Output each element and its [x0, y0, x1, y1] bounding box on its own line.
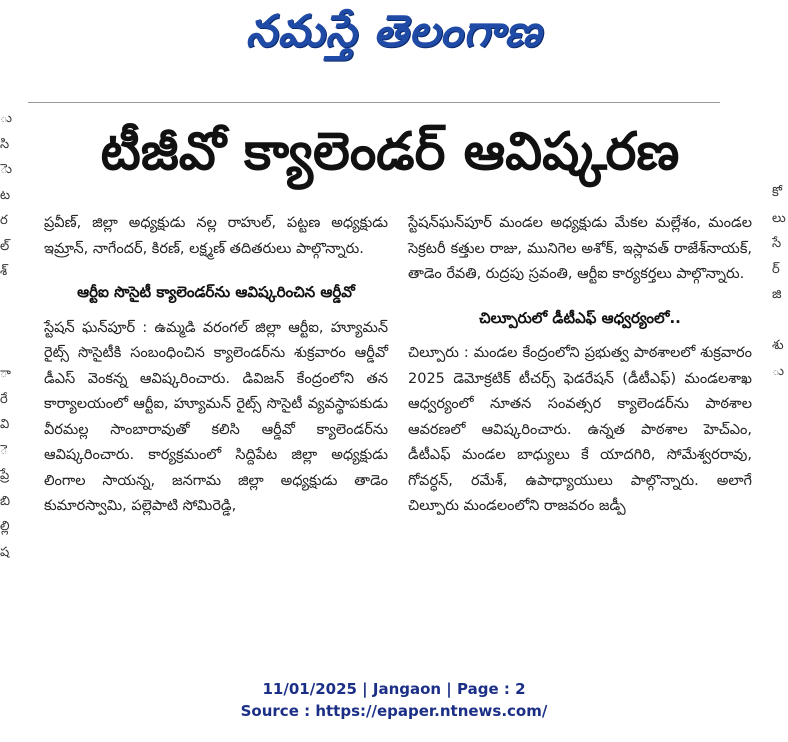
- column-fragment: [0, 310, 14, 336]
- column-fragment: [772, 410, 788, 436]
- column-fragment: ర: [0, 213, 8, 228]
- column-fragment: [0, 285, 14, 311]
- column-fragment: [772, 435, 788, 461]
- column-fragment: కో: [772, 185, 783, 200]
- column-fragment: ె: [0, 442, 8, 458]
- column-fragment: శు: [772, 338, 784, 353]
- column-fragment: [772, 384, 788, 410]
- column-fragment: సే: [772, 236, 782, 251]
- column-fragment: ల్లి: [0, 519, 10, 534]
- column-fragment: వి: [0, 417, 10, 432]
- article-headline: టీజీవో క్యాలెండర్ ఆవిష్కరణ: [100, 122, 680, 182]
- left-column: [44, 211, 388, 520]
- headline-divider: [28, 102, 720, 103]
- column-fragment: [772, 512, 788, 538]
- left-subheading: ఆర్టీఐ సొసైటీ క్యాలెండర్‌ను ఆవిష్కరించిన ఆర్డీవో: [77, 283, 355, 301]
- column-fragment: సి: [0, 136, 10, 152]
- column-fragment: ష: [0, 544, 10, 560]
- right-paragraph-1: స్టేషన్‌ఘన్‌పూర్ మండల అధ్యక్షుడు మేకల మల్లేశం, మండల సెక్రటరీ కత్తుల రాజు, మునిగెల అశోక్, ఇస్లావత్ రాజేశ్‌నాయక్, తాడెం రేవతి, రుద్రపు స్రవంతి, ఆర్టీఐ కార్యకర్తలు పాల్గొన్నారు.: [408, 215, 752, 282]
- newspaper-logo: నమస్తే తెలంగాణ: [245, 6, 543, 57]
- footer-source-link[interactable]: Source : https://epaper.ntnews.com/: [240, 702, 548, 720]
- column-fragment: ట: [0, 187, 11, 203]
- left-paragraph-1: ప్రవీణ్, జిల్లా అధ్యక్షుడు నల్ల రాహుల్, పట్టణ అధ్యక్షుడు ఇమ్రాన్, నాగేందర్, కిరణ్, లక్ష్మణ్ తదితరులు పాల్గొన్నారు.: [44, 215, 388, 257]
- column-fragment: రే: [0, 391, 8, 407]
- column-fragment: [772, 308, 788, 334]
- left-paragraph-2: స్టేషన్ ఘన్‌పూర్ : ఉమ్మడి వరంగల్ జిల్లా ఆర్టీఐ, హ్యూమన్ రైట్స్ సొసైటీకి సంబంధించిన క్యాలెండర్‌ను శుక్రవారం ఆర్డీవో డీఎస్ వెంకన్న ఆవిష్కరించారు. డివిజన్ కేంద్రంలోని తన కార్యాలయంలో ఆర్టీఐ, హ్యూమన్ రైట్స్ సొసైటీ వ్యవస్థాపకుడు వీరమల్ల సాంబారావుతో కలిసి ఆర్డీవో క్యాలెండర్‌ను ఆవిష్కరించారు. కార్యక్రమంలో సిద్దిపేట జిల్లా అధ్యక్షుడు లింగాల సాయన్న, జనగామ జిల్లా అధ్యక్షుడు తాడెం కుమారస్వామి, పల్లెపాటి సోమిరెడ్డి,: [44, 319, 388, 514]
- column-fragment: లు: [772, 210, 786, 226]
- column-fragment: ల్: [0, 238, 10, 254]
- right-column: [408, 211, 752, 520]
- column-fragment: జి: [772, 287, 782, 302]
- right-paragraph-2: చిల్పూరు : మండల కేంద్రంలోని ప్రభుత్వ పాఠశాలలో శుక్రవారం 2025 డెమోక్రటిక్ టీచర్స్ ఫెడరేషన్ (డీటీఎఫ్) మండలశాఖ ఆధ్వర్యంలో నూతన సంవత్సర క్యాలెండర్‌ను పాఠశాల ఆవరణలో ఆవిష్కరించారు. ఉన్నత పాఠశాల హెచ్‌ఎం, డీటీఎఫ్ మండల బాధ్యులు కే యాదగిరి, సోమేశ్వరరావు, గోవర్ధన్, రమేశ్, ఉపాధ్యాయులు పాల్గొన్నారు. అలాగే చిల్పూరు మండలంలోని రాజవరం జడ్పీ: [408, 345, 752, 514]
- column-fragment: ా: [0, 366, 11, 381]
- column-fragment: ు: [0, 111, 13, 126]
- column-fragment: [772, 486, 788, 512]
- footer-date-edition: 11/01/2025 | Jangaon | Page : 2: [262, 680, 526, 698]
- column-fragment: [0, 336, 14, 362]
- column-fragment: [772, 461, 788, 487]
- column-fragment: ెు: [0, 162, 13, 177]
- adjacent-column-fragments-right: [772, 180, 788, 537]
- column-fragment: ర్: [772, 261, 780, 277]
- right-subheading: చిల్పూరులో డీటీఎఫ్ ఆధ్వర్యంలో..: [479, 308, 681, 327]
- adjacent-column-fragments-left: [0, 106, 14, 565]
- column-fragment: శ్: [0, 264, 8, 279]
- masthead: [0, 0, 788, 82]
- column-fragment: ు: [772, 363, 785, 379]
- column-fragment: బి: [0, 493, 11, 509]
- column-fragment: ప్రే: [0, 468, 10, 483]
